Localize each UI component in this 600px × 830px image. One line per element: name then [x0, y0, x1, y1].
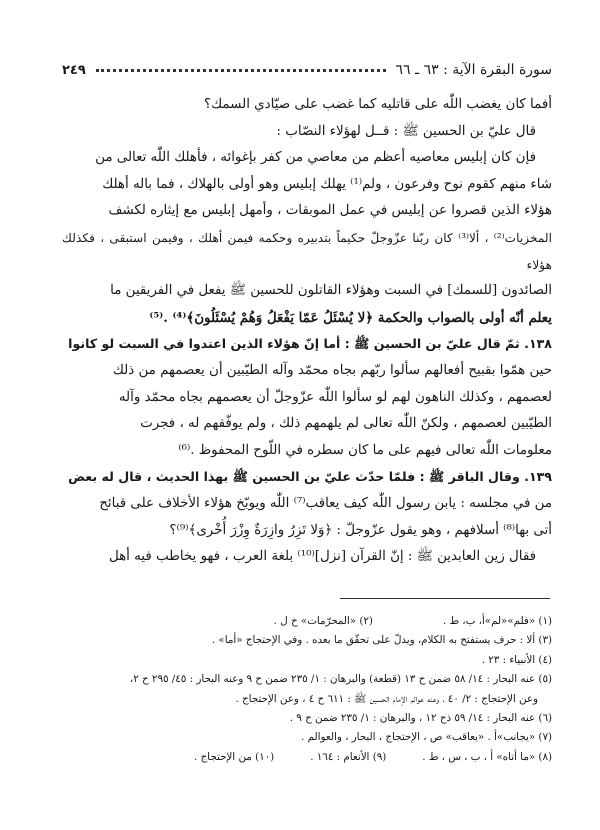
footnote-6: (٦) عنه البحار : ١٤/ ٥٩ ذح ١٢ ، والبرهان : ١/ ٢٣٥ ضمن ح ٩ . [289, 712, 552, 725]
text-line: معلومات اللّٰه تعالى فيهم على ما كان سطره في اللّوح المحفوظ .⁽⁶⁾ [178, 442, 552, 458]
footnote-row [62, 748, 552, 767]
footnote-9: (٩) الأنعام : ١٦٤ . [310, 750, 387, 763]
text-line: شاء منهم كقوم نوح وفرعون ، ولم⁽¹⁾ يهلك إبليس وهو أولى بالهلاك ، فما باله أهلك [102, 176, 552, 192]
text-line: قال عليّ بن الحسين ﷺ : قــل لهؤلاء النصّاب : [276, 123, 536, 139]
footnote-7: (٧) «يجانب»أ . «يعاقب» ص ، الإحتجاج ، البحار ، والعوالم . [301, 731, 552, 744]
page-number: ٢٤٩ [62, 62, 86, 78]
footnote-3: (٣) ألا : حرف يستفتح به الكلام، ويدلّ على تحقّق ما بعده . وفي الإحتجاج «أما» . [211, 634, 552, 647]
footnote-separator [340, 598, 550, 599]
text-line: لعصمهم ، وكذلك الناهون لهم لو سألوا اللّٰه عزّوجلّ أن يعصمهم بجاه محمّد وآله [118, 389, 552, 405]
footnote-4: (٤) الأنبياء : ٢٣ . [481, 653, 552, 666]
section-138-heading-line: ١٣٨. ثمّ قال عليّ بن الحسين ﷺ : أما إنّ هؤلاء الذين اعتدوا في السبت لو كانوا [68, 336, 552, 352]
text-line: الطيّبين لعصمهم ، ولكنّ اللّٰه تعالى لم يلهمهم ذلك ، ولم يوفّقهم له ، فجرت [140, 416, 552, 432]
header-dotted-rule [96, 69, 386, 72]
text-line: فإن كان إبليس معاصيه أعظم من معاصي من كفر بإغوائه ، فأهلك اللّٰه تعالى من [95, 150, 536, 166]
text-line: هؤلاء الذين قصروا عن إبليس في عمل الموبقات ، وأمهل إبليس مع إيثاره لكشف [108, 203, 552, 219]
text-line: فقال زين العابدين ﷺ : إنّ القرآن [نزل]⁽¹⁰⁾ بلغة العرب ، فهو يخاطب فيه أهل [108, 549, 536, 565]
footnote-1: (١) «فلم»«لم»أ، ب، ط . [442, 615, 552, 627]
text-line: الصائدون [للسمك] في السبت وهؤلاء القاتلون للحسين ﷺ يفعل في الفريقين ما [110, 283, 552, 299]
footnotes [62, 612, 552, 767]
footnote-5-continued: وعن الإحتجاج : ٢/ ٤٠ ، وعنه عوالم الإمام الحسين ﷺ : ٦١١ ح ٤ ، وعن الإحتجاج . [235, 692, 538, 705]
section-139-heading-line: ١٣٩. وقال الباقر ﷺ : فلمّا حدّث عليّ بن الحسين ﷺ بهذا الحديث ، قال له بعض [68, 469, 552, 485]
text-line: من في مجلسه : يابن رسول اللّٰه كيف يعاقب⁽⁷⁾ اللّٰه ويوبّخ هؤلاء الأخلاف على قبائح [99, 495, 552, 511]
text-line: أفما كان يغضب اللّٰه على قاتليه كما غضب على صيّادي السمك؟ [204, 97, 552, 112]
text-line: حين همّوا بقبيح أفعالهم سألوا ربّهم بجاه محمّد وآله الطيّبين أن يعصمهم من ذلك [112, 362, 552, 378]
footnote-5: (٥) عنه البحار : ١٤/ ٥٨ ضمن ح ١٣ (قطعة) والبرهان : ١/ ٢٣٥ ضمن ح ٩ وعنه البحار : ٤٥/ ٢٩٥ ح ٢، [129, 673, 552, 686]
text-line: المخزيات⁽²⁾ ، ألا⁽³⁾ كان ربّنا عزّوجلّ حكيماً بتدبيره وحكمه فيمن أهلك ، وفيمن استبقى ، فكذلك هؤلاء [62, 230, 552, 272]
surah-title: سورة البقرة الآية : ٦٣ ـ ٦٦ [395, 62, 552, 78]
main-text [62, 92, 552, 571]
text-line: يعلم أنّه أولى بالصواب والحكمة ﴿لا يُسْئَلُ عَمّا يَفْعَلُ وَهُمْ يُسْئَلُونَ﴾⁽⁴⁾ .⁽⁵⁾ [149, 309, 552, 326]
text-line: أتى بها⁽⁸⁾ أسلافهم ، وهو يقول عزّوجلّ : ﴿وَلا تَزِرُ وازِرَةٌ وِزْرَ أُخْرى﴾⁽⁹⁾؟ [169, 522, 552, 538]
footnote-10: (١٠) من الإحتجاج . [193, 750, 275, 763]
running-header [62, 58, 552, 82]
footnote-row [62, 612, 552, 631]
footnote-8: (٨) «ما أتاه» أ ، ب ، س ، ط . [422, 750, 552, 763]
footnote-2: (٢) «المحرّمات» خ ل . [273, 615, 373, 627]
